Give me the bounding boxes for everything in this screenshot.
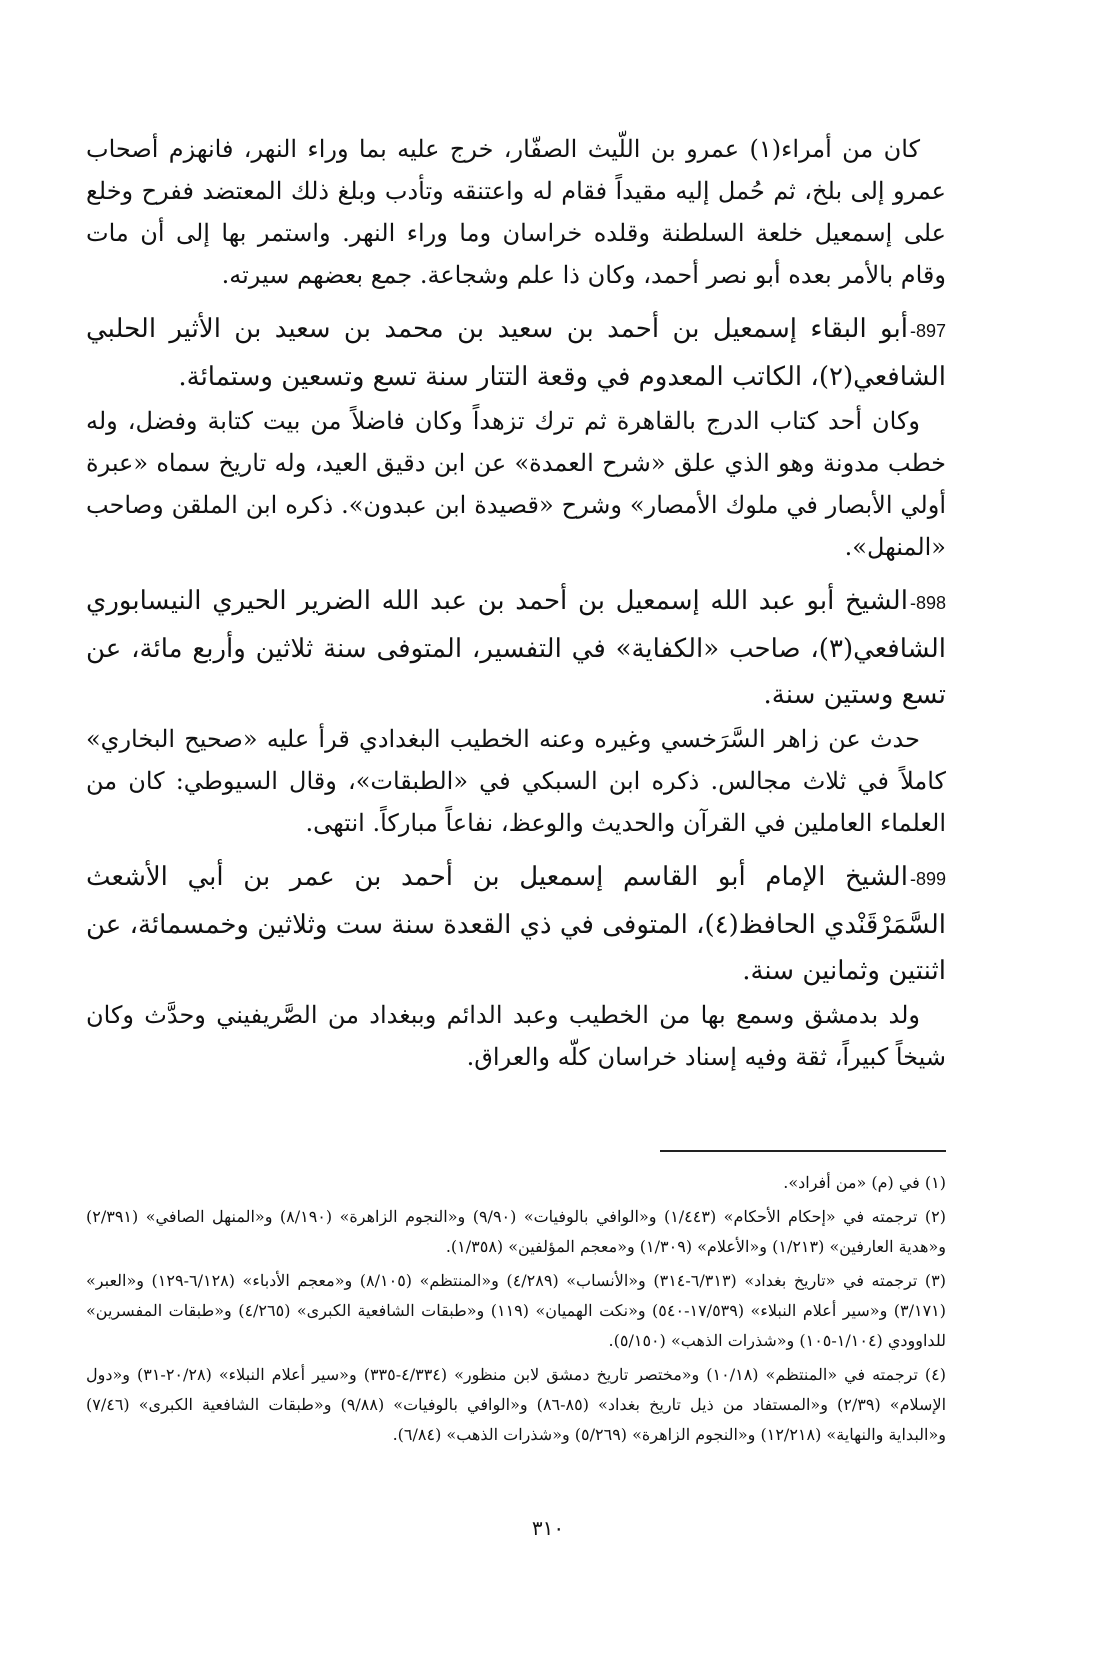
entry-body: وكان أحد كتاب الدرج بالقاهرة ثم ترك تزهداً وكان فاضلاً من بيت كتابة وفضل، وله خطب مدونة وهو الذي علق «شرح العمدة» عن ابن دقيق العيد، وله تاريخ سماه «عبرة أولي الأبصار في ملوك الأمصار» وشرح «قصيدة ابن عبدون». ذكره ابن الملقن وصاحب «المنهل». <box>86 407 946 561</box>
entry-heading-text: الشيخ الإمام أبو القاسم إسمعيل بن أحمد بن عمر بن أبي الأشعث السَّمَرْقَنْدي الحافظ(٤)، المتوفى في ذي القعدة سنة ست وثلاثين وخمسمائة، عن اثنتين وثمانين سنة. <box>86 862 946 986</box>
footnote-4: (٤) ترجمته في «المنتظم» (١٠/١٨) و«مختصر تاريخ دمشق لابن منظور» (٤/٣٣٤-٣٣٥) و«سير أعلام النبلاء» (٢٠/٢٨-٣١) و«دول الإسلام» (٢/٣٩) و«المستفاد من ذيل تاريخ بغداد» (٨٥-٨٦) و«الوافي بالوفيات» (٩/٨٨) و«طبقات الشافعية الكبرى» (٧/٤٦) و«البداية والنهاية» (١٢/٢١٨) و«النجوم الزاهرة» (٥/٢٦٩) و«شذرات الذهب» (٦/٨٤). <box>86 1365 947 1444</box>
footnote-3: (٣) ترجمته في «تاريخ بغداد» (٦/٣١٣-٣١٤) و«الأنساب» (٤/٢٨٩) و«المنتظم» (٨/١٠٥) و«معجم الأدباء» (٦/١٢٨-١٢٩) و«العبر» (٣/١٧١) و«سير أعلام النبلاء» (١٧/٥٣٩-٥٤٠) و«نكت الهميان» (١١٩) و«طبقات الشافعية الكبرى» (٤/٢٦٥) و«طبقات المفسرين» للداوودي (١/١٠٤-١٠٥) و«شذرات الذهب» (٥/١٥٠). <box>86 1271 947 1350</box>
entry-heading-text: الشيخ أبو عبد الله إسمعيل بن أحمد بن عبد الله الضرير الحيري النيسابوري الشافعي(٣)، صاحب «الكفاية» في التفسير، المتوفى سنة ثلاثين وأربع مائة، عن تسع وستين سنة. <box>86 586 946 710</box>
footnote-1: (١) في (م) «من أفراد». <box>783 1173 946 1192</box>
entry-number: 897- <box>909 321 947 341</box>
entry-body: ولد بدمشق وسمع بها من الخطيب وعبد الدائم وببغداد من الصَّريفيني وحدَّث وكان شيخاً كبيراً، ثقة وفيه إسناد خراسان كلّه والعراق. <box>86 1001 946 1071</box>
page-number: ٣١٠ <box>531 1516 565 1540</box>
footnotes <box>86 1168 946 1454</box>
entry-heading <box>86 306 946 400</box>
main-text <box>86 128 946 1078</box>
intro-paragraph: كان من أمراء(١) عمرو بن اللّيث الصفّار، خرج عليه بما وراء النهر، فانهزم أصحاب عمرو إلى بلخ، ثم حُمل إليه مقيداً فقام له واعتنقه وتأدب وبلغ ذلك المعتضد ففرح وخلع على إسمعيل خلعة السلطنة وقلده خراسان وما وراء النهر. واستمر بها إلى أن مات وقام بالأمر بعده أبو نصر أحمد، وكان ذا علم وشجاعة. جمع بعضهم سيرته. <box>86 135 946 289</box>
footnote-2: (٢) ترجمته في «إحكام الأحكام» (١/٤٤٣) و«الوافي بالوفيات» (٩/٩٠) و«النجوم الزاهرة» (٨/١٩٠) و«المنهل الصافي» (٢/٣٩١) و«هدية العارفين» (١/٢١٣) و«الأعلام» (١/٣٠٩) و«معجم المؤلفين» (١/٣٥٨). <box>86 1207 946 1256</box>
entry-body: حدث عن زاهر السَّرَخسي وغيره وعنه الخطيب البغدادي قرأ عليه «صحيح البخاري» كاملاً في ثلاث مجالس. ذكره ابن السبكي في «الطبقات»، وقال السيوطي: كان من العلماء العاملين في القرآن والحديث والوعظ، نفاعاً مباركاً. انتهى. <box>86 725 946 837</box>
entry-heading <box>86 578 946 718</box>
entry-number: 899- <box>909 869 946 889</box>
entry-899 <box>86 854 946 1078</box>
entry-number: 898- <box>909 593 946 613</box>
entry-898 <box>86 578 946 844</box>
footnote-separator <box>660 1150 946 1152</box>
entry-897 <box>86 306 946 568</box>
entry-heading <box>86 854 946 994</box>
entry-heading-text: أبو البقاء إسمعيل بن أحمد بن سعيد بن محمد بن سعيد بن الأثير الحلبي الشافعي(٢)، الكاتب المعدوم في وقعة التتار سنة تسع وتسعين وستمائة. <box>86 314 946 392</box>
